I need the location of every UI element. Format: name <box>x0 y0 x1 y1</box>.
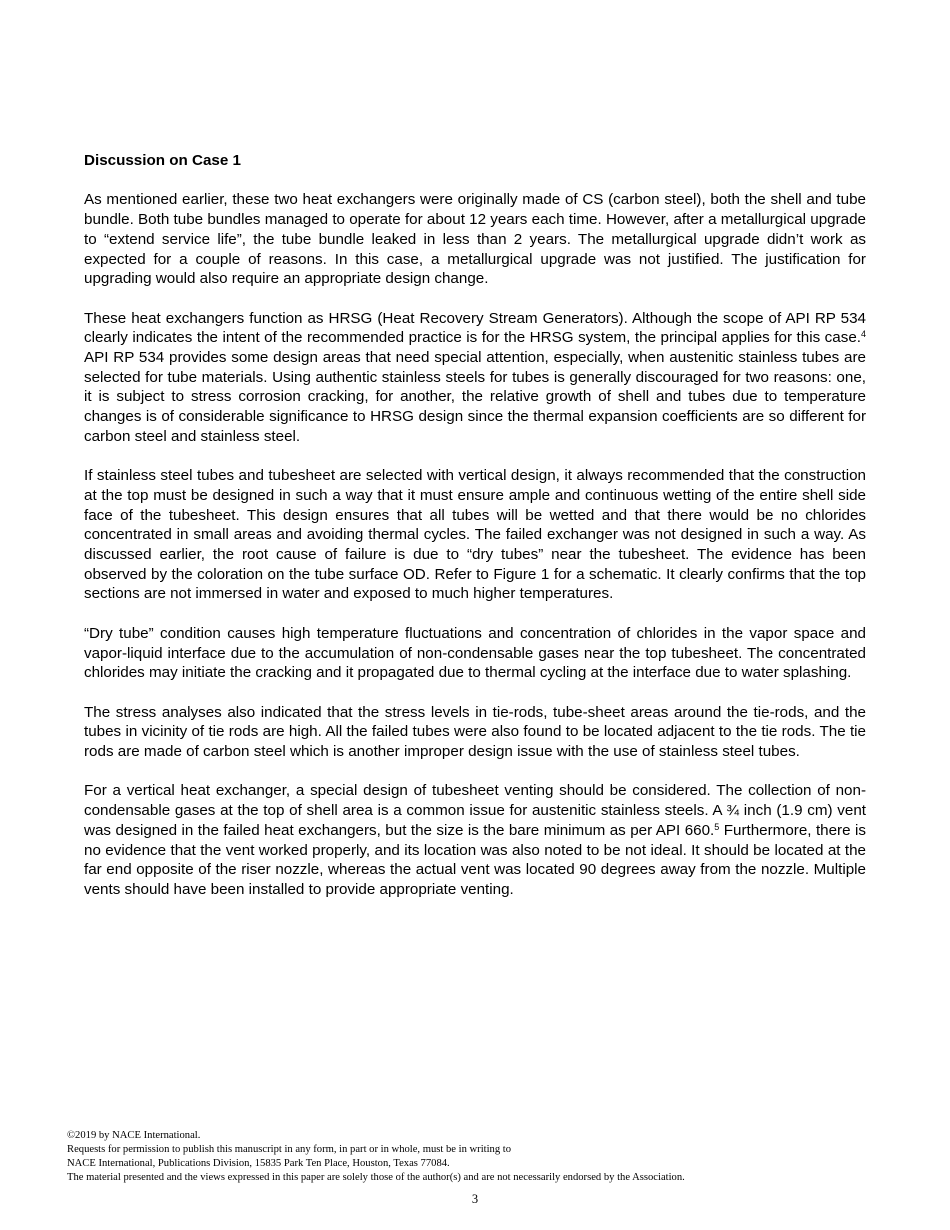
page-number: 3 <box>471 1192 479 1206</box>
paragraph-6-text-a: For a vertical heat exchanger, a special design of tubesheet venting should be considered. The collection of non-condensable gases at the top of shell area is a common issue for austenitic stainless steels. A ¾ inch (1.9 cm) vent was designed in the failed heat exchangers, but the size is the bare minimum as per API 660. <box>84 782 866 839</box>
reference-5-superscript: 5 <box>714 821 720 832</box>
paragraph-4: “Dry tube” condition causes high temperature fluctuations and concentration of chlorides in the vapor space and vapor-liquid interface due to the accumulation of non-condensable gases near the top tubesheet. The concentrated chlorides may initiate the cracking and it propagated due to thermal cycling at the interface due to water splashing. <box>84 624 866 682</box>
paragraph-3: If stainless steel tubes and tubesheet are selected with vertical design, it always recommended that the construction at the top must be designed in such a way that it must ensure ample and continuous wetting of the entire shell side face of the tubesheet. This design ensures that all tubes will be wetted and that there would be no chlorides concentrated in small areas and avoiding thermal cycles. The failed exchanger was not designed in such a way. As discussed earlier, the root cause of failure is due to “dry tubes” near the tubesheet. The evidence has been observed by the coloration on the tube surface OD. Refer to Figure 1 for a schematic. It clearly confirms that the top sections are not immersed in water and exposed to much higher temperatures. <box>84 467 866 603</box>
paragraph-2 <box>84 309 866 447</box>
footer-copyright: ©2019 by NACE International. <box>67 1130 201 1141</box>
page-footer <box>67 1129 887 1185</box>
main-content <box>84 151 866 919</box>
reference-4-superscript: 4 <box>860 329 866 340</box>
footer-disclaimer: The material presented and the views expressed in this paper are solely those of the author(s) and are not necessarily endorsed by the Association. <box>67 1172 685 1183</box>
footer-permission: Requests for permission to publish this manuscript in any form, in part or in whole, must be in writing to <box>67 1144 512 1155</box>
paragraph-5: The stress analyses also indicated that the stress levels in tie-rods, tube-sheet areas around the tie-rods, and the tubes in vicinity of tie rods are high. All the failed tubes were also found to be located adjacent to the tie rods. The tie rods are made of carbon steel which is another improper design issue with the use of stainless steel tubes. <box>84 703 866 761</box>
section-heading: Discussion on Case 1 <box>84 152 241 169</box>
paragraph-2-text-b: API RP 534 provides some design areas that need special attention, especially, when austenitic stainless tubes are selected for tube materials. Using authentic stainless steels for tubes is generally discouraged for two reasons: one, it is subject to stress corrosion cracking, for another, the relative growth of shell and tubes due to temperature changes is of considerable significance to HRSG design since the thermal expansion coefficients are so different for carbon steel and stainless steel. <box>84 349 866 445</box>
paragraph-6 <box>84 781 866 899</box>
paragraph-6-text-b: Furthermore, there is no evidence that the vent worked properly, and its location was also noted to be not ideal. It should be located at the far end opposite of the riser nozzle, whereas the actual vent was located 90 degrees away from the nozzle. Multiple vents should have been installed to provide appropriate venting. <box>84 821 866 898</box>
paragraph-2-text-a: These heat exchangers function as HRSG (Heat Recovery Stream Generators). Although the scope of API RP 534 clearly indicates the intent of the recommended practice is for the HRSG system, the principal applies for this case. <box>84 309 866 347</box>
footer-address: NACE International, Publications Division, 15835 Park Ten Place, Houston, Texas 77084. <box>67 1158 450 1169</box>
paragraph-1: As mentioned earlier, these two heat exchangers were originally made of CS (carbon steel), both the shell and tube bundle. Both tube bundles managed to operate for about 12 years each time. However, after a metallurgical upgrade to “extend service life”, the tube bundle leaked in less than 2 years. The metallurgical upgrade didn’t work as expected for a couple of reasons. In this case, a metallurgical upgrade was not justified. The justification for upgrading would also require an appropriate design change. <box>84 191 866 288</box>
